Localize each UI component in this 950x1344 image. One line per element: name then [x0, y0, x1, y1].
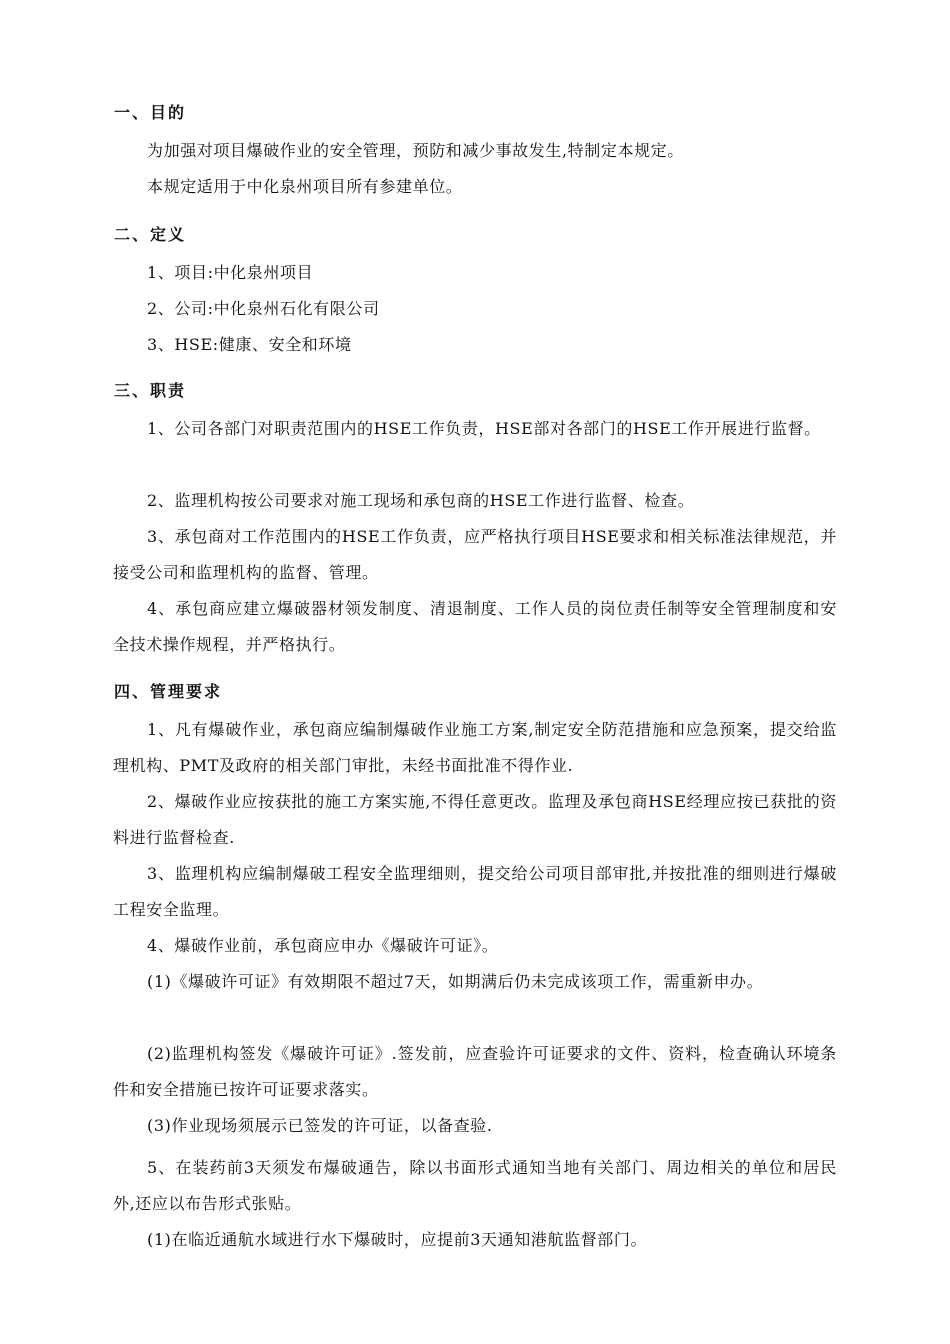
paragraph: 2、监理机构按公司要求对施工现场和承包商的HSE工作进行监督、检查。	[147, 491, 695, 510]
paragraph: (2)监理机构签发《爆破许可证》.签发前，应查验许可证要求的文件、资料，检查确认环境条件和安全措施已按许可证要求落实。	[113, 1044, 837, 1099]
paragraph: 1、项目:中化泉州项目	[147, 263, 314, 282]
section-heading-definitions: 二、定义	[114, 225, 187, 244]
paragraph: (3)作业现场须展示已签发的许可证，以备查验.	[147, 1116, 493, 1135]
paragraph: 4、爆破作业前，承包商应申办《爆破许可证》。	[147, 936, 499, 955]
section-heading-management-requirements: 四、管理要求	[114, 682, 223, 701]
paragraph: (1)《爆破许可证》有效期限不超过7天，如期满后仍未完成该项工作，需重新申办。	[147, 972, 764, 991]
paragraph: 3、监理机构应编制爆破工程安全监理细则，提交给公司项目部审批,并按批准的细则进行爆破工程安全监理。	[113, 864, 837, 919]
paragraph: 3、HSE:健康、安全和环境	[147, 335, 352, 354]
paragraph: 2、爆破作业应按获批的施工方案实施,不得任意更改。监理及承包商HSE经理应按已获批的资料进行监督检查.	[113, 792, 837, 847]
paragraph: 4、承包商应建立爆破器材领发制度、清退制度、工作人员的岗位责任制等安全管理制度和安全技术操作规程，并严格执行。	[113, 599, 837, 654]
paragraph: 为加强对项目爆破作业的安全管理，预防和减少事故发生,特制定本规定。	[147, 141, 684, 160]
section-heading-purpose: 一、目的	[114, 103, 187, 122]
paragraph: 3、承包商对工作范围内的HSE工作负责，应严格执行项目HSE要求和相关标准法律规范，并接受公司和监理机构的监督、管理。	[113, 527, 837, 582]
paragraph: (1)在临近通航水域进行水下爆破时，应提前3天通知港航监督部门。	[147, 1230, 648, 1249]
paragraph: 本规定适用于中化泉州项目所有参建单位。	[147, 177, 463, 196]
paragraph: 1、公司各部门对职责范围内的HSE工作负责，HSE部对各部门的HSE工作开展进行监督。	[147, 419, 821, 438]
section-heading-responsibilities: 三、职责	[114, 381, 187, 400]
paragraph: 5、在装药前3天须发布爆破通告，除以书面形式通知当地有关部门、周边相关的单位和居民外,还应以布告形式张贴。	[113, 1158, 837, 1213]
paragraph: 1、凡有爆破作业，承包商应编制爆破作业施工方案,制定安全防范措施和应急预案，提交给监理机构、PMT及政府的相关部门审批，未经书面批准不得作业.	[113, 720, 837, 775]
paragraph: 2、公司:中化泉州石化有限公司	[147, 299, 380, 318]
